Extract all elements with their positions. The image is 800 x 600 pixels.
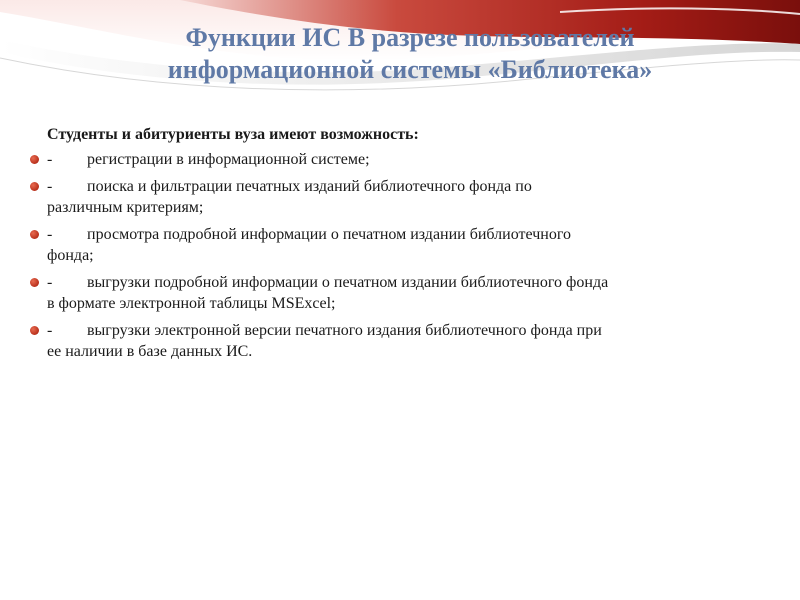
list-item [30, 320, 750, 362]
item-text-continued: фонда; [47, 247, 94, 264]
list-item [30, 176, 750, 218]
dash-marker: - [47, 322, 53, 339]
dash-marker: - [47, 226, 53, 243]
red-round-bullet-icon [30, 230, 39, 239]
item-text: регистрации в информационной системе; [87, 151, 370, 168]
red-round-bullet-icon [30, 326, 39, 335]
item-text-continued: ее наличии в базе данных ИС. [47, 343, 253, 360]
red-round-bullet-icon [30, 182, 39, 191]
dash-marker: - [47, 151, 53, 168]
red-round-bullet-icon [30, 278, 39, 287]
capability-list [30, 149, 750, 362]
dash-marker: - [47, 178, 53, 195]
red-round-bullet-icon [30, 155, 39, 164]
item-text: выгрузки подробной информации о печатном издании библиотечного фонда [87, 274, 609, 291]
list-item [30, 224, 750, 266]
item-text: поиска и фильтрации печатных изданий библиотечного фонда по [87, 178, 532, 195]
item-text: выгрузки электронной версии печатного издания библиотечного фонда при [87, 322, 602, 339]
list-item [30, 272, 750, 314]
dash-marker: - [47, 274, 53, 291]
intro-text: Студенты и абитуриенты вуза имеют возможность: [47, 126, 419, 143]
list-item [30, 149, 750, 170]
slide-title-line1: Функции ИС В разрезе пользователей [185, 23, 635, 52]
item-text-continued: в формате электронной таблицы MSExcel; [47, 295, 336, 312]
slide-content [30, 124, 750, 368]
item-text: просмотра подробной информации о печатном издании библиотечного [87, 226, 571, 243]
slide-title-line2: информационной системы «Библиотека» [167, 55, 653, 84]
slide-title [60, 22, 760, 86]
item-text-continued: различным критериям; [47, 199, 204, 216]
